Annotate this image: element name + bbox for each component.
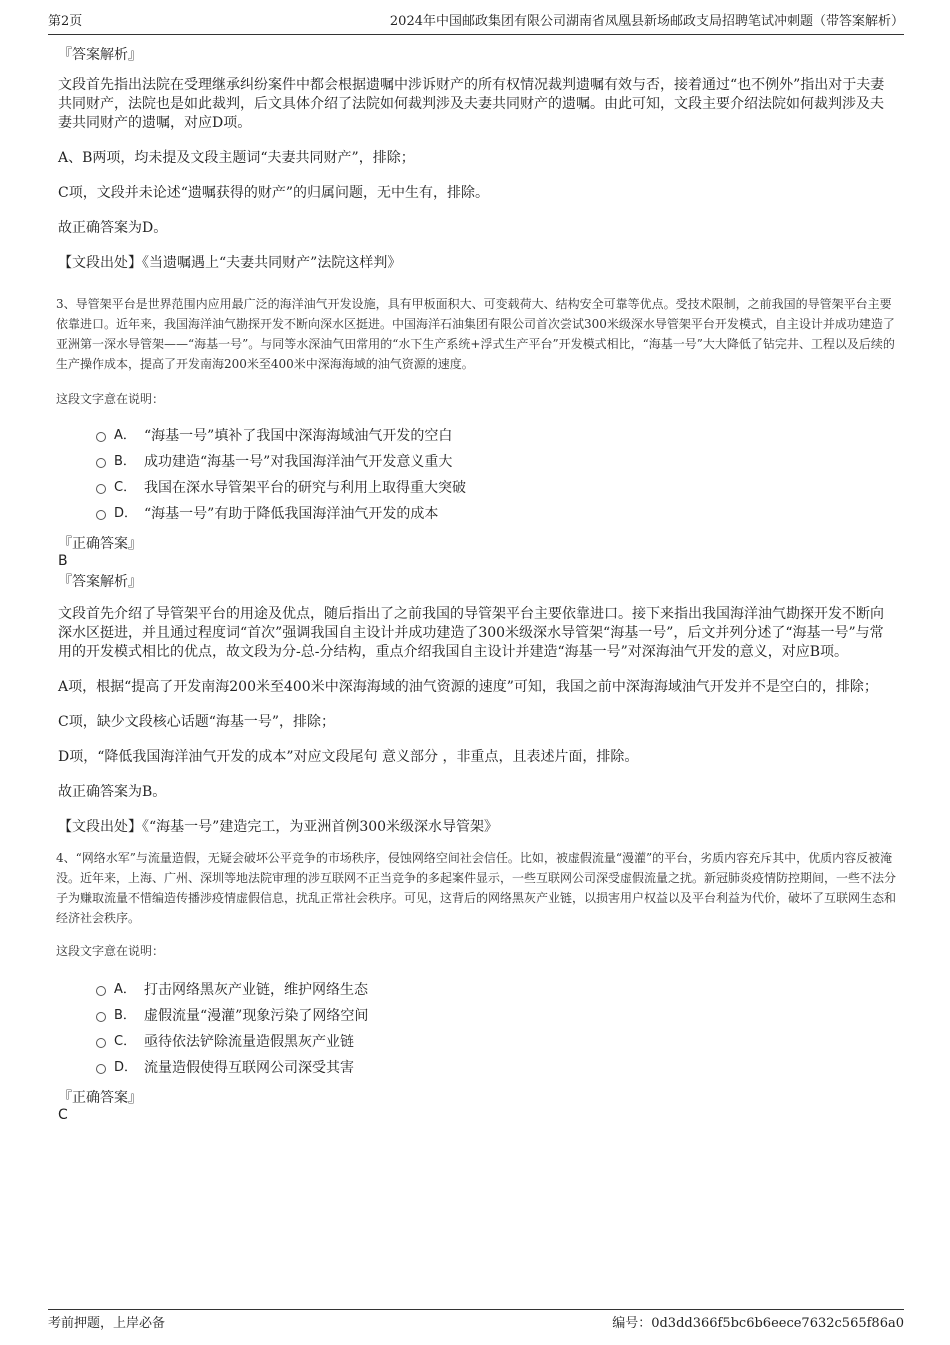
q2-analysis-p2: A、B两项，均未提及文段主题词“夫妻共同财产”，排除；: [58, 150, 415, 166]
radio-icon[interactable]: [96, 484, 106, 494]
q2-analysis-p3: C项，文段并未论述“遗嘱获得的财产”的归属问题，无中生有，排除。: [58, 185, 490, 201]
q3-analysis-p5: 故正确答案为B。: [58, 784, 167, 800]
q3-analysis-p1: 文段首先介绍了导管架平台的用途及优点，随后指出了之前我国的导管架平台主要依靠进口。接下来指出我国海洋油气勘探开发不断向深水区挺进，并且通过程度词“首次”强调我国自主设计并成功建造了300米级深水导管架“海基一号”，后文并列分述了“海基一号”与常用的开发模式相比的优点，故文段为分-总-分结构，重点介绍我国自主设计并建造“海基一号”对深海油气开发的意义，对应B项。: [58, 606, 884, 660]
page-header: [48, 12, 904, 35]
page-content: [56, 46, 896, 1124]
q4-answer-label: 『正确答案』: [58, 1090, 142, 1106]
document-title: 2024年中国邮政集团有限公司湖南省凤凰县新场邮政支局招聘笔试冲刺题（带答案解析）: [389, 14, 904, 29]
q4-option-a[interactable]: A． 打击网络黑灰产业链，维护网络生态: [96, 977, 896, 1003]
q4-prompt: 这段文字意在说明：: [56, 944, 165, 958]
radio-icon[interactable]: [96, 986, 106, 996]
q4-stem: 4、“网络水军”与流量造假，无疑会破坏公平竞争的市场秩序，侵蚀网络空间社会信任。比如，被虚假流量“漫灌”的平台，劣质内容充斥其中，优质内容反被淹没。近年来，上海、广州、深圳等地法院审理的涉互联网不正当竞争的多起案件显示，一些互联网公司深受虚假流量之扰。新冠肺炎疫情防控期间，一些不法分子为赚取流量不惜编造传播涉疫情虚假信息，扰乱正常社会秩序。可见，这背后的网络黑灰产业链，以损害用户权益以及平台利益为代价，破坏了互联网生态和经济社会秩序。: [56, 851, 897, 925]
q3-analysis-p2: A项，根据“提高了开发南海200米至400米中深海海域的油气资源的速度”可知，我国之前中深海海域油气开发并不是空白的，排除；: [58, 679, 878, 695]
radio-icon[interactable]: [96, 1038, 106, 1048]
q2-analysis-p1: 文段首先指出法院在受理继承纠纷案件中都会根据遗嘱中涉诉财产的所有权情况裁判遗嘱有效与否，接着通过“也不例外”指出对于夫妻共同财产，法院也是如此裁判，后文具体介绍了法院如何裁判涉及夫妻共同财产的遗嘱。由此可知，文段主要介绍法院如何裁判涉及夫妻共同财产的遗嘱，对应D项。: [58, 77, 885, 131]
q3-analysis-label: 『答案解析』: [58, 574, 142, 590]
q3-answer: B: [58, 553, 68, 569]
page-number: 第2页: [48, 14, 83, 29]
page-footer: [48, 1309, 904, 1334]
radio-icon[interactable]: [96, 1012, 106, 1022]
q3-options: [56, 423, 896, 527]
q3-option-c[interactable]: C． 我国在深水导管架平台的研究与利用上取得重大突破: [96, 475, 896, 501]
q3-answer-label: 『正确答案』: [58, 536, 142, 552]
q3-analysis-p3: C项，缺少文段核心话题“海基一号”，排除；: [58, 714, 336, 730]
footer-slogan: 考前押题，上岸必备: [48, 1316, 166, 1331]
radio-icon[interactable]: [96, 432, 106, 442]
q2-analysis-p4: 故正确答案为D。: [58, 220, 168, 236]
q4-answer: C: [58, 1107, 68, 1123]
q3-option-a[interactable]: A． “海基一号”填补了我国中深海海域油气开发的空白: [96, 423, 896, 449]
q4-options: [56, 977, 896, 1081]
q3-analysis-p4: D项，“降低我国海洋油气开发的成本”对应文段尾句 意义部分 ，非重点，且表述片面，排除。: [58, 749, 639, 765]
radio-icon[interactable]: [96, 458, 106, 468]
q3-prompt: 这段文字意在说明：: [56, 392, 165, 406]
q4-option-d[interactable]: D． 流量造假使得互联网公司深受其害: [96, 1055, 896, 1081]
q3-option-d[interactable]: D． “海基一号”有助于降低我国海洋油气开发的成本: [96, 501, 896, 527]
radio-icon[interactable]: [96, 1064, 106, 1074]
q4-option-c[interactable]: C． 亟待依法铲除流量造假黑灰产业链: [96, 1029, 896, 1055]
q3-stem: 3、导管架平台是世界范围内应用最广泛的海洋油气开发设施，具有甲板面积大、可变载荷大、结构安全可靠等优点。受技术限制，之前我国的导管架平台主要依靠进口。近年来，我国海洋油气勘探开发不断向深水区挺进。中国海洋石油集团有限公司首次尝试300米级深水导管架平台开发模式，自主设计并成功建造了亚洲第一深水导管架——“海基一号”。与同等水深油气田常用的“水下生产系统+浮式生产平台”开发模式相比，“海基一号”大大降低了钻完井、工程以及后续的生产操作成本，提高了开发南海200米至400米中深海海域的油气资源的速度。: [56, 297, 895, 371]
q2-analysis-label: 『答案解析』: [58, 47, 142, 63]
q3-option-b[interactable]: B． 成功建造“海基一号”对我国海洋油气开发意义重大: [96, 449, 896, 475]
radio-icon[interactable]: [96, 510, 106, 520]
q2-source: 【文段出处】《当遗嘱遇上“夫妻共同财产”法院这样判》: [58, 255, 402, 271]
document-code: 编号：0d3dd366f5bc6b6eece7632c565f86a0: [612, 1316, 904, 1331]
q3-source: 【文段出处】《“海基一号”建造完工，为亚洲首例300米级深水导管架》: [58, 819, 499, 835]
q4-option-b[interactable]: B． 虚假流量“漫灌”现象污染了网络空间: [96, 1003, 896, 1029]
